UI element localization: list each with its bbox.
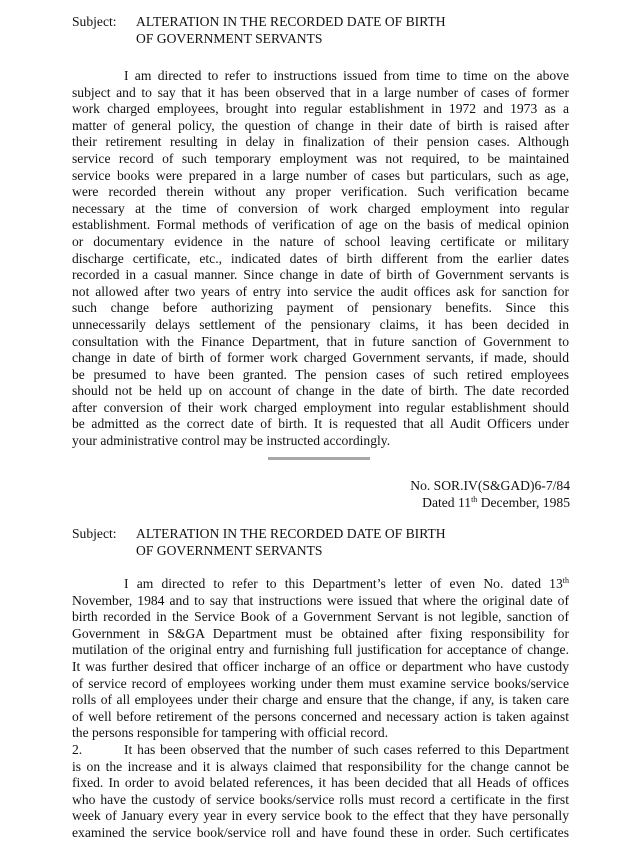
- paragraph-number: 2.: [72, 742, 83, 757]
- paragraph-line: your administrative control may be instructed accordingly.: [72, 433, 391, 449]
- paragraph-line: not allowed after two years of entry into service the audit offices ask for sanction for: [72, 283, 569, 299]
- paragraph-line: service books were prepared in a large number of cases but particulars, such as age,: [72, 167, 569, 183]
- paragraph-line: change in date of birth of former work charged Government servants, if made, should: [72, 350, 569, 366]
- subject-title-line1: ALTERATION IN THE RECORDED DATE OF BIRTH: [136, 14, 446, 29]
- paragraph-line: after conversion of their work charged employment into regular establishment should: [72, 399, 569, 415]
- paragraph-line: establishment. Formal methods of verification of age on the basis of medical opinion: [72, 217, 569, 233]
- section-divider: [268, 457, 370, 460]
- paragraph-line: their retirement resulting in delay in finalization of their pension cases. Although: [72, 134, 569, 150]
- subject-label: Subject:: [72, 14, 117, 29]
- paragraph-line: of service record of employees working under them must examine service books/service: [72, 675, 569, 691]
- paragraph-line: is on the increase and it is always claimed that responsibility for the change cannot be: [72, 758, 569, 774]
- paragraph-line: I am directed to refer to this Department’s letter of even No. dated 13th: [124, 576, 569, 591]
- paragraph-line: It was further desired that officer incharge of an office or department who have custody: [72, 658, 569, 674]
- paragraph-line: be presumed to have been granted. The pension cases of such retired employees: [72, 366, 569, 382]
- paragraph-line: be admitted as the correct date of birth. It is requested that all Audit Officers under: [72, 416, 569, 432]
- paragraph-line: rolls of all employees under their charge and ensure that the change, if any, is taken care: [72, 692, 569, 708]
- paragraph-line: week of January every year in every service book to the effect that they have personally: [72, 808, 569, 824]
- subject-title-line2: OF GOVERNMENT SERVANTS: [136, 30, 323, 46]
- paragraph-line: fixed. In order to avoid belated references, it has been decided that all Heads of offices: [72, 775, 569, 791]
- paragraph-line: mutilation of the original entry and furnishing full justification for acceptance of change.: [72, 642, 569, 658]
- paragraph-line: were recorded therein without any proper verification. Such verification became: [72, 184, 569, 200]
- paragraph-line: birth recorded in the Service Book of a Government Servant is not legible, sanction of: [72, 609, 569, 625]
- paragraph-line: consultation with the Finance Department, that in future sanction of Government to: [72, 333, 569, 349]
- paragraph-line: of well before retirement of the persons concerned and necessary action is taken against: [72, 708, 569, 724]
- subject-title-line2: OF GOVERNMENT SERVANTS: [136, 542, 323, 558]
- subject-title-line1: ALTERATION IN THE RECORDED DATE OF BIRTH: [136, 526, 446, 541]
- paragraph-line: unnecessarily delays settlement of the pensionary claims, it has been decided in: [72, 316, 569, 332]
- paragraph-line: should not be held up on account of change in the date of birth. The date recorded: [72, 383, 569, 399]
- paragraph-line: examined the service book/service roll and have found these in order. Such certificates: [72, 824, 569, 840]
- paragraph-line: matter of general policy, the question of change in their date of birth is raised after: [72, 117, 569, 133]
- reference-date: [422, 495, 570, 512]
- date-ordinal: th: [471, 495, 478, 504]
- body-paragraph-2: [72, 576, 569, 742]
- paragraph-line: November, 1984 and to say that instructions were issued that where the original date of: [72, 592, 569, 608]
- paragraph-line: I am directed to refer to instructions issued from time to time on the above: [124, 68, 569, 83]
- reference-number: No. SOR.IV(S&GAD)6-7/84: [410, 478, 570, 493]
- paragraph-line: who have the custody of service books/service rolls must record a certificate in the first: [72, 791, 569, 807]
- paragraph-line: service record of such temporary employment was not required, to be maintained: [72, 150, 569, 166]
- body-paragraph-3: [72, 742, 569, 842]
- paragraph-line: Government in S&GA Department must be obtained after fixing responsibility for: [72, 625, 569, 641]
- paragraph-line: such change before authorizing payment of pensionary benefits. Since this: [72, 300, 569, 316]
- paragraph-line: recorded in a casual manner. Since change in date of birth of Government servants is: [72, 267, 569, 283]
- date-suffix: December, 1985: [477, 495, 570, 510]
- paragraph-line: subject and to say that it has been observed that in a large number of cases of former: [72, 84, 569, 100]
- subject-label: Subject:: [72, 526, 117, 541]
- paragraph-line: necessary at the time of conversion of work charged employment into regular: [72, 200, 569, 216]
- paragraph-line: the persons responsible for tampering with official record.: [72, 725, 389, 741]
- body-paragraph-1: [72, 68, 569, 450]
- paragraph-line: discharge certificate, etc., indicated dates of birth different from the earlier dates: [72, 250, 569, 266]
- paragraph-line: 2. It has been observed that the number of such cases referred to this Department: [72, 742, 569, 757]
- paragraph-line: work charged employees, brought into regular establishment in 1972 and 1973 as a: [72, 101, 569, 117]
- date-prefix: Dated 11: [422, 495, 472, 510]
- paragraph-line: or documentary evidence in the nature of school leaving certificate or military: [72, 233, 569, 249]
